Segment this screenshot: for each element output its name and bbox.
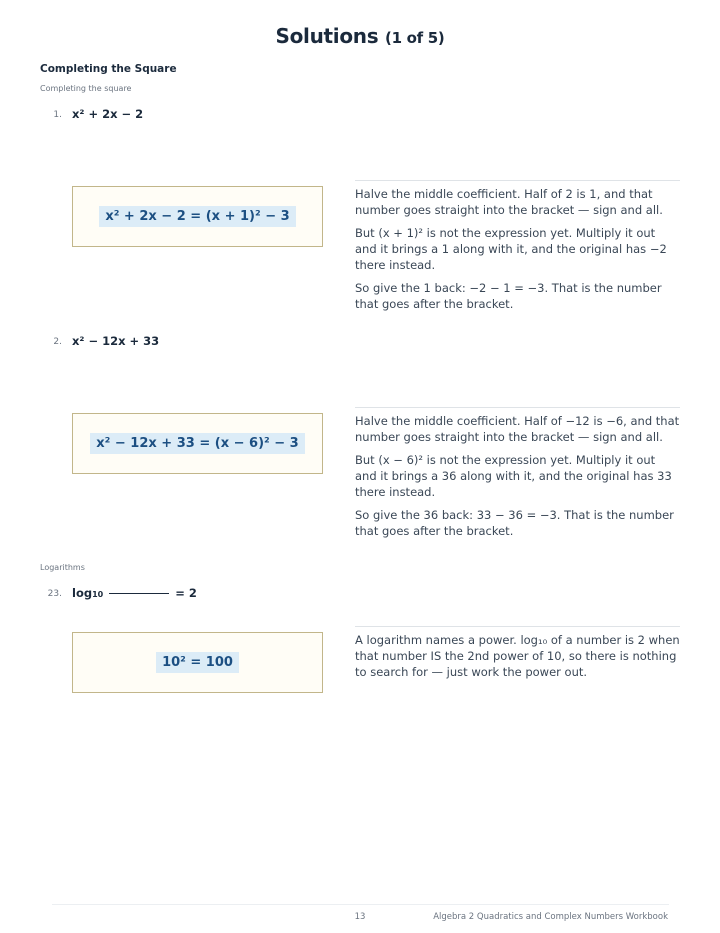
answer-blank <box>109 593 169 594</box>
problem-expression: x² + 2x − 2 <box>72 107 144 121</box>
explanation-paragraph: But (x − 6)² is not the expression yet. Multiply it out and it brings a 36 along with it, and the original has 33 there instead. <box>355 453 672 499</box>
explanation-paragraph: Halve the middle coefficient. Half of −12 is −6, and that number goes straight into the bracket — sign and all. <box>355 414 680 444</box>
explanation <box>355 632 680 687</box>
problem-expression <box>72 586 197 600</box>
problem-expression: x² − 12x + 33 <box>72 334 160 348</box>
explanation-paragraph: Halve the middle coefficient. Half of 2 is 1, and that number goes straight into the bracket — sign and all. <box>355 187 663 217</box>
explanation-paragraph: So give the 36 back: 33 − 36 = −3. That is the number that goes after the bracket. <box>355 508 674 538</box>
answer-box <box>72 632 323 693</box>
answer-text: x² + 2x − 2 = (x + 1)² − 3 <box>99 206 295 227</box>
divider <box>355 407 680 408</box>
problem-number: 23. <box>47 589 62 599</box>
page-title <box>0 24 720 48</box>
problem-number: 2. <box>53 337 62 347</box>
explanation-paragraph: But (x + 1)² is not the expression yet. Multiply it out and it brings a 1 along with it, and the original has −2 there instead. <box>355 226 667 272</box>
divider <box>355 180 680 181</box>
answer-box <box>72 186 323 247</box>
explanation-paragraph: So give the 1 back: −2 − 1 = −3. That is the number that goes after the bracket. <box>355 281 662 311</box>
footer-book-title: Algebra 2 Quadratics and Complex Numbers Workbook <box>433 912 668 922</box>
footer-divider <box>52 904 669 905</box>
divider <box>355 626 680 627</box>
problem-number: 1. <box>53 110 62 120</box>
subsection-label: Completing the square <box>40 84 132 93</box>
subsection-label: Logarithms <box>40 563 85 572</box>
page-title-main: Solutions <box>275 24 379 48</box>
log-base: 10 <box>92 590 104 599</box>
answer-text: 10² = 100 <box>156 652 239 673</box>
explanation <box>355 186 680 319</box>
answer-text: x² − 12x + 33 = (x − 6)² − 3 <box>90 433 304 454</box>
answer-box <box>72 413 323 474</box>
section-title: Completing the Square <box>40 63 177 75</box>
log-equals: = 2 <box>175 586 197 600</box>
explanation-paragraph: A logarithm names a power. log₁₀ of a number is 2 when that number IS the 2nd power of 10, so there is nothing to search for — just work the power out. <box>355 633 680 679</box>
page-title-suffix: (1 of 5) <box>385 29 445 47</box>
explanation <box>355 413 680 546</box>
page-number: 13 <box>354 912 366 922</box>
log-label: log <box>72 586 93 600</box>
